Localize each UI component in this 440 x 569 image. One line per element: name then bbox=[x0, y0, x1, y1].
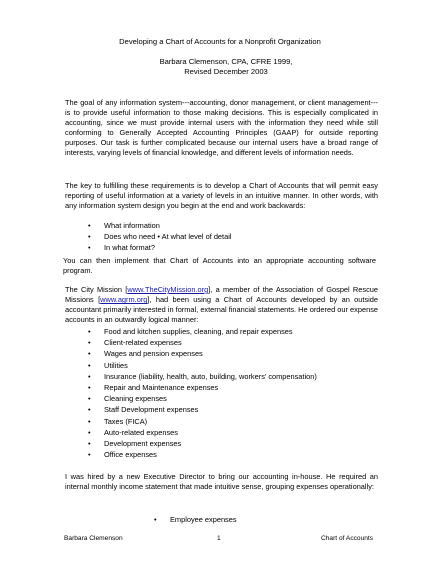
intro-paragraph: The goal of any information system---accounting, donor management, or client management---is to provide useful information to those making decisions. This is especially complicated in accounting, since we must provide internal users with the information they need while still conforming to Generally Accepted Accounting Principles (GAAP) for outside reporting purposes. Our task is further complicated because our internal users have a broad range of interests, varying levels of financial knowledge, and different levels of information needs. bbox=[65, 98, 378, 158]
list-item: • Client-related expenses bbox=[88, 337, 317, 348]
list-item: • Cleaning expenses bbox=[88, 393, 317, 404]
list-item: • Insurance (liability, health, auto, building, workers’ compensation) bbox=[88, 371, 317, 382]
key-paragraph: The key to fulfilling these requirements is to develop a Chart of Accounts that will permit easy reporting of useful information at a variety of levels in an intuitive manner. In other words, with any information system design you begin at the end and work backwards: bbox=[65, 181, 378, 211]
footer-title: Chart of Accounts bbox=[321, 535, 374, 542]
list-item: • Office expenses bbox=[88, 449, 317, 460]
page-number: 1 bbox=[217, 535, 221, 542]
list-item: • Does who need • At what level of detail bbox=[88, 231, 232, 242]
paragraph-text: ], a member of the Association of Gospel Rescue Missions [ bbox=[65, 285, 378, 305]
list-item: • In what format? bbox=[88, 242, 232, 253]
list-item: • Wages and pension expenses bbox=[88, 348, 317, 359]
revised-date: Revised December 2003 bbox=[184, 67, 268, 76]
agrm-link[interactable]: www.agrm.org bbox=[100, 295, 148, 305]
paragraph-text: The City Mission [ bbox=[65, 285, 128, 294]
list-item: • Taxes (FICA) bbox=[88, 416, 317, 427]
list-item: • Repair and Maintenance expenses bbox=[88, 382, 317, 393]
list-item: • Employee expenses bbox=[154, 514, 237, 525]
paragraph-text: ], had been using a Chart of Accounts developed by an outside accountant primarily interested in formal, external financial statements. He ordered our expense accounts in an outwardly logical manner: bbox=[65, 295, 378, 325]
list-item: • Development expenses bbox=[88, 438, 317, 449]
list-item: • Staff Development expenses bbox=[88, 404, 317, 415]
questions-list bbox=[88, 220, 232, 254]
operational-groups-list bbox=[154, 514, 237, 525]
footer-author: Barbara Clemenson bbox=[64, 535, 123, 542]
implement-paragraph: You can then implement that Chart of Accounts into an appropriate accounting software program. bbox=[63, 256, 376, 276]
expense-accounts-list bbox=[88, 326, 317, 460]
hired-paragraph: I was hired by a new Executive Director to bring our accounting in-house. He required an internal monthly income statement that made intuitive sense, grouping expenses operationally: bbox=[65, 472, 378, 492]
document-title: Developing a Chart of Accounts for a Nonprofit Organization bbox=[119, 37, 321, 46]
city-mission-paragraph bbox=[65, 285, 378, 325]
city-mission-link[interactable]: www.TheCityMission.org bbox=[127, 285, 209, 294]
author-block bbox=[0, 57, 440, 77]
list-item: • Food and kitchen supplies, cleaning, and repair expenses bbox=[88, 326, 317, 337]
list-item: • Utilities bbox=[88, 360, 317, 371]
list-item: • Auto-related expenses bbox=[88, 427, 317, 438]
author-line: Barbara Clemenson, CPA, CFRE 1999, bbox=[159, 57, 293, 66]
list-item: • What information bbox=[88, 220, 232, 231]
